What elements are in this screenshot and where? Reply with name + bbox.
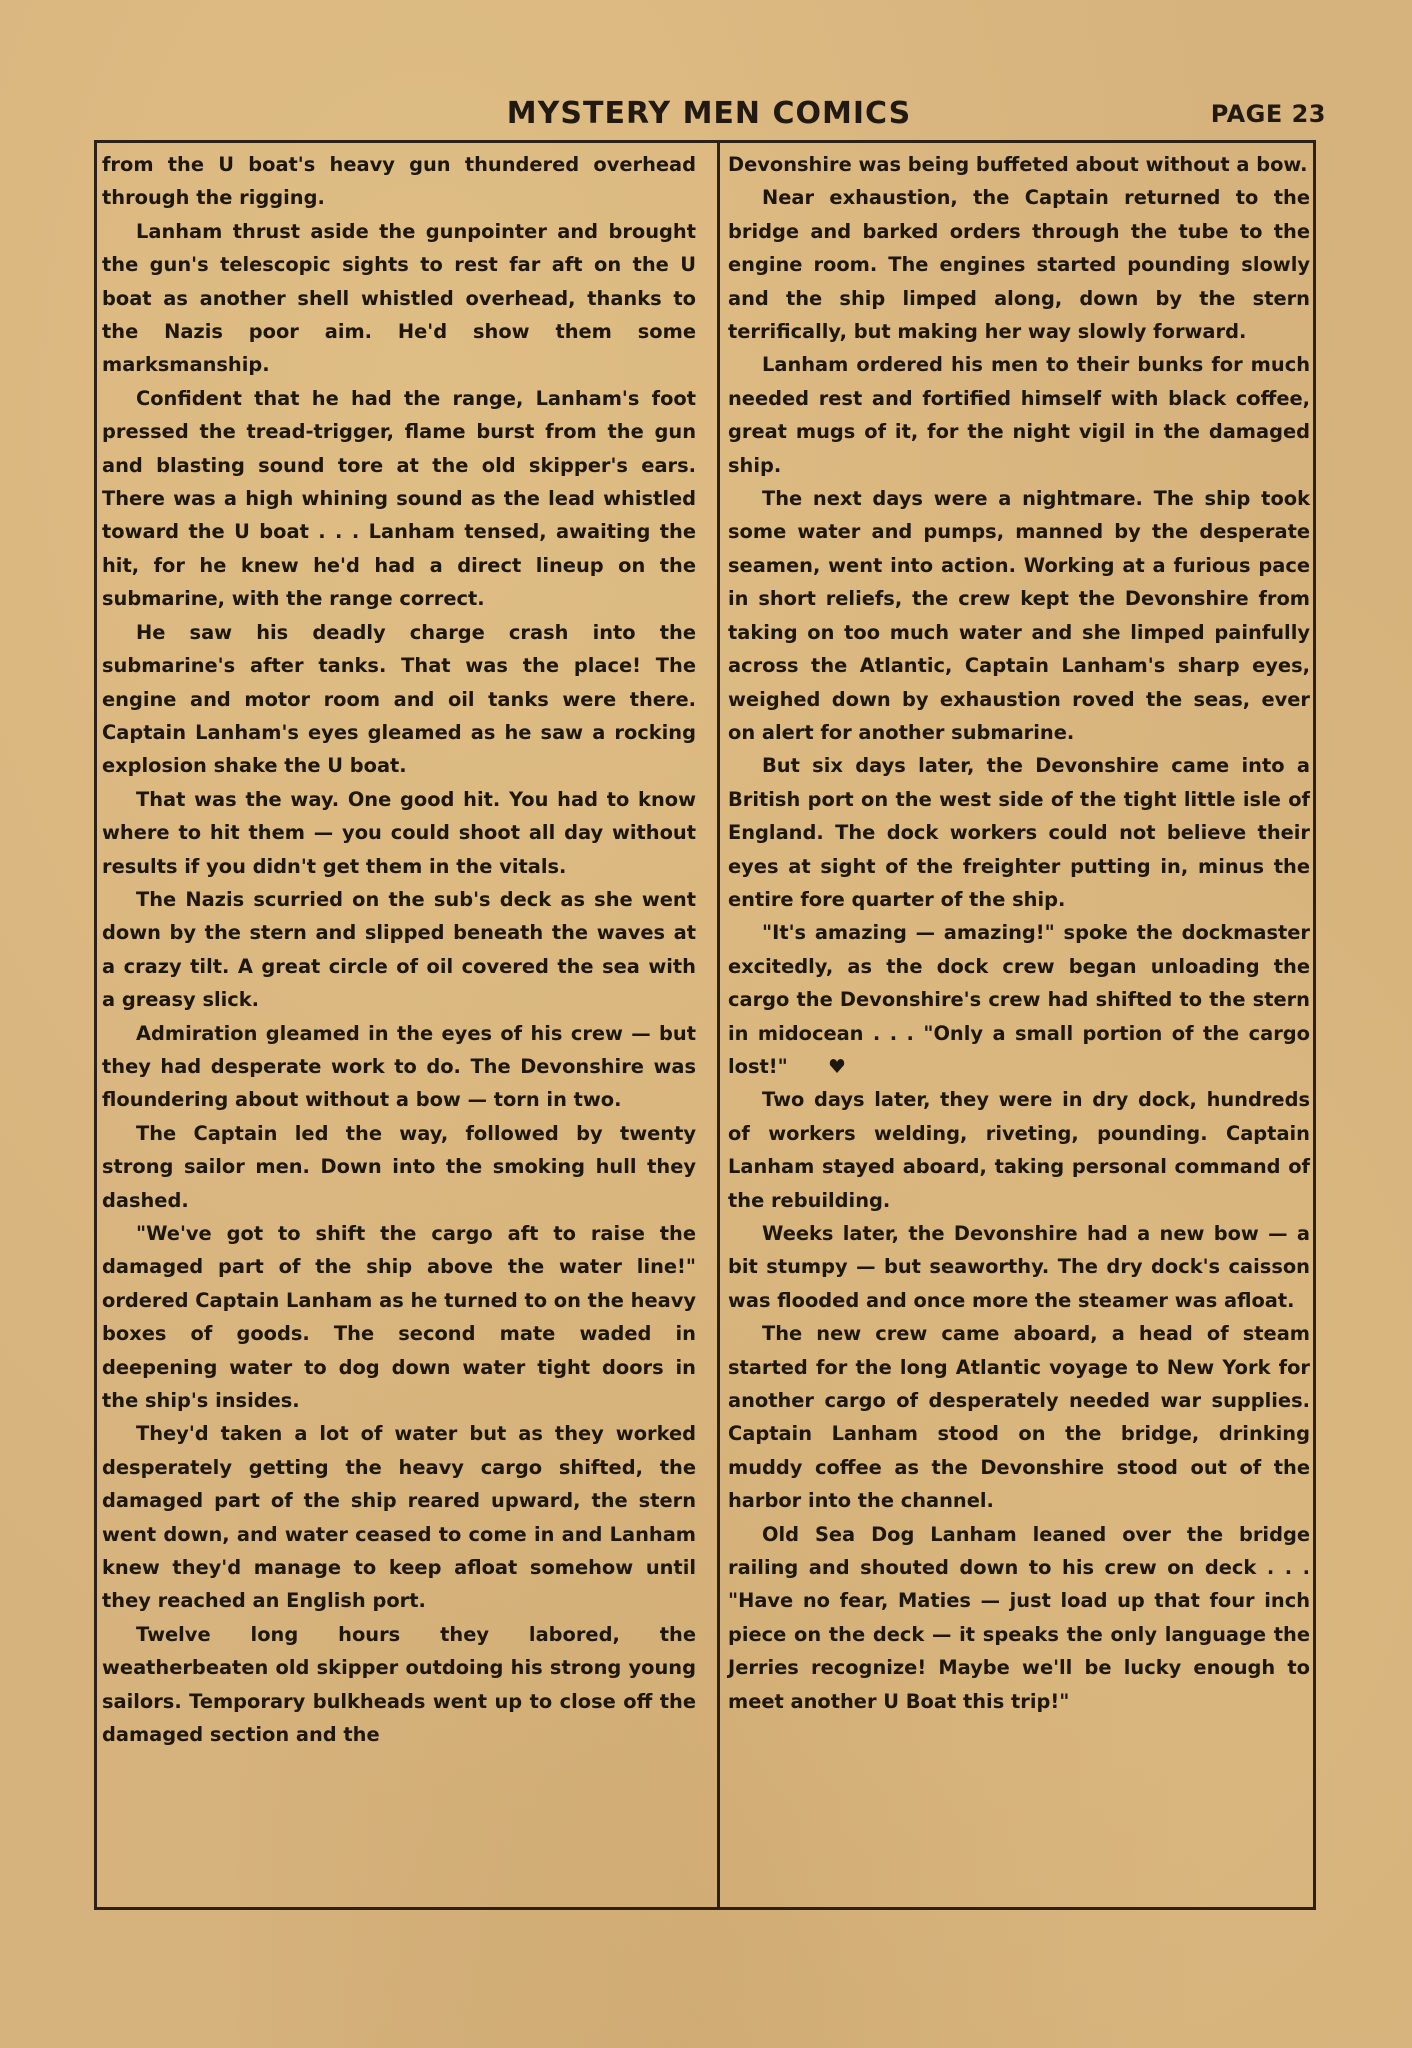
- paragraph: from the U boat's heavy gun thundered overhead through the rigging.: [102, 153, 696, 210]
- paragraph: But six days later, the Devonshire came into a British port on the west side of the tight little isle of England. The dock workers could not believe their eyes at sight of the freighter putting in, minus the entire fore quarter of the ship.: [728, 754, 1310, 911]
- paragraph: "We've got to shift the cargo aft to raise the damaged part of the ship above the water line!" ordered Captain Lanham as he turned to on the heavy boxes of goods. The second mate waded in deepening water to dog down water tight doors in the ship's insides.: [102, 1222, 696, 1413]
- paragraph: Twelve long hours they labored, the weatherbeaten old skipper outdoing his strong young sailors. Temporary bulkheads went up to close off the damaged section and the: [102, 1622, 696, 1747]
- paragraph-text: "It's amazing — amazing!" spoke the dockmaster excitedly, as the dock crew began unloading the cargo the Devonshire's crew had shifted to the stern in midocean . . . "Only a small portion of the cargo lost!": [728, 921, 1310, 1078]
- column-divider: [717, 140, 720, 1910]
- magazine-title: MYSTERY MEN COMICS: [506, 96, 912, 131]
- page-header: [94, 96, 1324, 136]
- paragraph: Devonshire was being buffeted about without a bow.: [728, 153, 1308, 176]
- paragraph: Near exhaustion, the Captain returned to the bridge and barked orders through the tube to the engine room. The engines started pounding slowly and the ship limped along, down by the stern terrifically, but making her way slowly forward.: [728, 186, 1310, 344]
- paragraph: Admiration gleamed in the eyes of his crew — but they had desperate work to do. The Devonshire was floundering about without a bow — torn in two.: [102, 1021, 696, 1112]
- paragraph: Lanham thrust aside the gunpointer and brought the gun's telescopic sights to rest far aft on the U boat as another shell whistled overhead, thanks to the Nazis poor aim. He'd show them some marksmanship.: [102, 219, 696, 377]
- paragraph: He saw his deadly charge crash into the submarine's after tanks. That was the place! The engine and motor room and oil tanks were there. Captain Lanham's eyes gleamed as he saw a rocking explosion shake the U boat.: [102, 620, 696, 778]
- paragraph: Lanham ordered his men to their bunks for much needed rest and fortified himself with black coffee, great mugs of it, for the night vigil in the damaged ship.: [728, 353, 1310, 477]
- left-column: [102, 148, 696, 1752]
- right-column: [728, 148, 1310, 1718]
- paragraph: The Captain led the way, followed by twenty strong sailor men. Down into the smoking hull they dashed.: [102, 1121, 696, 1212]
- paragraph: Weeks later, the Devonshire had a new bow — a bit stumpy — but seaworthy. The dry dock's caisson was flooded and once more the steamer was afloat.: [728, 1222, 1310, 1312]
- paragraph: They'd taken a lot of water but as they worked desperately getting the heavy cargo shifted, the damaged part of the ship reared upward, the stern went down, and water ceased to come in and Lanham knew they'd manage to keep afloat somehow until they reached an English port.: [102, 1422, 696, 1613]
- paragraph: Old Sea Dog Lanham leaned over the bridge railing and shouted down to his crew on deck . . . "Have no fear, Maties — just load up that four inch piece on the deck — it speaks the only language the Jerries recognize! Maybe we'll be lucky enough to meet another U Boat this trip!": [728, 1522, 1310, 1713]
- paragraph: The new crew came aboard, a head of steam started for the long Atlantic voyage to New York for another cargo of desperately needed war supplies. Captain Lanham stood on the bridge, drinking muddy coffee as the Devonshire stood out of the harbor into the channel.: [728, 1322, 1310, 1513]
- end-mark-icon: [794, 1052, 812, 1070]
- paragraph: Two days later, they were in dry dock, hundreds of workers welding, riveting, pounding. Captain Lanham stayed aboard, taking personal command of the rebuilding.: [728, 1088, 1310, 1212]
- paragraph: That was the way. One good hit. You had to know where to hit them — you could shoot all day without results if you didn't get them in the vitals.: [102, 787, 696, 878]
- paragraph: Confident that he had the range, Lanham's foot pressed the tread-trigger, flame burst from the gun and blasting sound tore at the old skipper's ears. There was a high whining sound as the lead whistled toward the U boat . . . Lanham tensed, awaiting the hit, for he knew he'd had a direct lineup on the submarine, with the range correct.: [102, 386, 696, 611]
- paragraph: The Nazis scurried on the sub's deck as she went down by the stern and slipped beneath the waves at a crazy tilt. A great circle of oil covered the sea with a greasy slick.: [102, 887, 696, 1012]
- paragraph-with-end-mark: [728, 916, 1310, 1083]
- paragraph: The next days were a nightmare. The ship took some water and pumps, manned by the desperate seamen, went into action. Working at a furious pace in short reliefs, the crew kept the Devonshire from taking on too much water and she limped painfully across the Atlantic, Captain Lanham's sharp eyes, weighed down by exhaustion roved the seas, ever on alert for another submarine.: [728, 487, 1310, 744]
- page-number: PAGE 23: [1210, 100, 1326, 128]
